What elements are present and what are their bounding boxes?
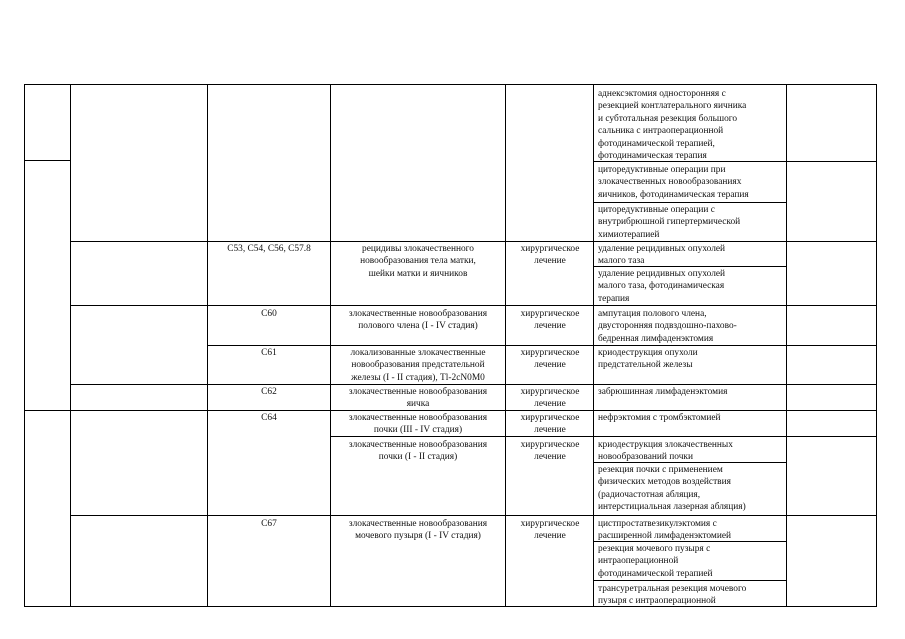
method-line: ампутация полового члена, <box>598 309 707 319</box>
code-cell: C62 <box>261 387 277 397</box>
method-line: криодеструкция злокачественных <box>598 440 733 450</box>
treatment-line: лечение <box>534 256 566 267</box>
method-line: и субтотальная резекция большого <box>598 113 738 124</box>
treatment-line: лечение <box>534 531 566 542</box>
method-line: малого таза, фотодинамическая <box>598 281 725 292</box>
column-divider-1 <box>70 84 71 607</box>
treatment-line: лечение <box>534 399 566 410</box>
method-line: новообразований почки <box>598 452 694 463</box>
treatment-line: хирургическое <box>520 309 580 319</box>
diagnosis-line: злокачественные новообразования <box>348 519 488 529</box>
diagnosis-line: почки (III - IV стадия) <box>373 425 463 436</box>
method-line: бедренная лимфаденэктомия <box>598 333 714 344</box>
method-line: удаление рецидивных опухолей <box>598 244 726 254</box>
diagnosis-line: локализованные злокачественные <box>350 348 486 358</box>
code-cell: C53, C54, C56, C57.8 <box>227 244 311 254</box>
method-line: циторедуктивные операции при <box>598 165 726 175</box>
method-line: химиотерапией <box>598 229 660 240</box>
row-border <box>593 202 787 203</box>
method-line: (радиочастотная абляция, <box>598 489 701 500</box>
treatment-line: лечение <box>534 321 566 332</box>
row-border <box>24 160 71 161</box>
method-line: забрюшинная лимфаденэктомия <box>598 387 728 397</box>
diagnosis-line: злокачественные новообразования <box>348 440 488 450</box>
diagnosis-line: злокачественные новообразования <box>348 387 488 397</box>
method-line: физических методов воздействия <box>598 477 731 488</box>
diagnosis-line: железы (I - II стадия), Tl-2cN0M0 <box>351 372 485 383</box>
diagnosis-line: рецидивы злокачественного <box>362 244 474 254</box>
method-line: резекция мочевого пузыря с <box>598 544 711 554</box>
method-line: терапия <box>598 293 630 304</box>
method-line: резекция почки с применением <box>598 465 723 475</box>
row-border <box>70 515 877 516</box>
diagnosis-line: шейки матки и яичников <box>368 268 468 279</box>
method-line: фотодинамической терапией <box>598 568 713 579</box>
treatment-line: лечение <box>534 360 566 371</box>
method-line: расширенной лимфаденэктомией <box>598 531 732 542</box>
method-line: резекцией контлатерального яичника <box>598 101 747 112</box>
diagnosis-line: мочевого пузыря (I - IV стадия) <box>355 531 481 542</box>
table-border-left <box>24 84 25 607</box>
method-line: злокачественных новообразованиях <box>598 177 742 188</box>
code-cell: C67 <box>261 519 277 529</box>
method-line: интерстициальная лазерная абляция) <box>598 502 746 513</box>
method-line: фотодинамическая терапия <box>598 151 707 161</box>
diagnosis-line: почки (I - II стадия) <box>378 452 458 463</box>
method-line: цистпростатвезикулэктомия с <box>598 519 717 529</box>
treatment-line: лечение <box>534 425 566 436</box>
method-line: двусторонняя подвздошно-пахово- <box>598 321 737 332</box>
code-cell: C61 <box>261 348 277 358</box>
method-line: удаление рецидивных опухолей <box>598 269 726 279</box>
diagnosis-line: злокачественные новообразования <box>348 413 488 423</box>
method-line: интраоперационной <box>598 556 679 567</box>
method-line: малого таза <box>598 256 645 267</box>
method-line: внутрибрюшной гипертермической <box>598 217 741 228</box>
method-line: циторедуктивные операции с <box>598 205 715 215</box>
method-line: пузыря с интраоперационной <box>598 596 716 607</box>
method-line: трансуретральная резекция мочевого <box>598 584 747 594</box>
diagnosis-line: полового члена (I - IV стадия) <box>358 321 478 332</box>
method-line: сальника с интраоперационной <box>598 126 724 137</box>
diagnosis-line: новообразования предстательной <box>351 360 485 371</box>
treatment-line: хирургическое <box>520 440 580 450</box>
method-line: аднексэктомия односторонняя с <box>598 89 726 99</box>
diagnosis-line: новообразования тела матки, <box>360 256 476 267</box>
method-line: нефрэктомия с тромбэктомией <box>598 413 721 423</box>
treatment-line: хирургическое <box>520 387 580 397</box>
diagnosis-line: яичка <box>406 399 430 410</box>
code-cell: C60 <box>261 309 277 319</box>
diagnosis-line: злокачественные новообразования <box>348 309 488 319</box>
treatment-line: лечение <box>534 452 566 463</box>
treatment-line: хирургическое <box>520 519 580 529</box>
method-line: фотодинамической терапией, <box>598 138 715 149</box>
method-line: предстательной железы <box>598 360 693 371</box>
treatment-line: хирургическое <box>520 413 580 423</box>
treatment-line: хирургическое <box>520 348 580 358</box>
method-line: криодеструкция опухоли <box>598 348 698 358</box>
treatment-line: хирургическое <box>520 244 580 254</box>
method-line: яичников, фотодинамическая терапия <box>598 189 749 200</box>
table-border-top <box>24 84 877 85</box>
code-cell: C64 <box>261 413 277 423</box>
